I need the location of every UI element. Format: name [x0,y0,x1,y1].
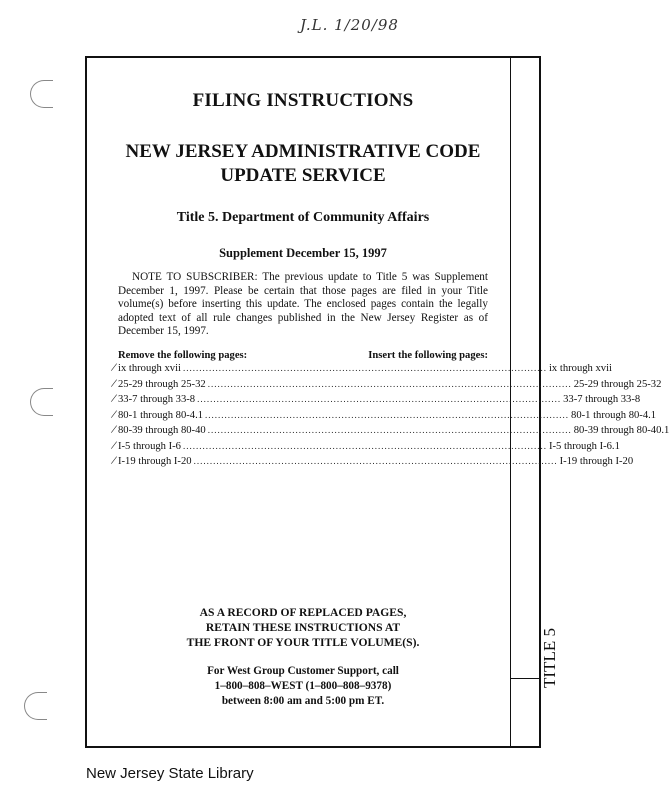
binder-hole-top [30,80,53,108]
leader-dots: ................................................................................................................ [205,409,570,420]
leader-dots: ................................................................................................................ [207,425,572,436]
insert-pages: 33-7 through 33-8 [563,394,641,406]
checkmark-icon: / [110,359,117,375]
insert-pages: I-5 through I-6.1 [548,440,620,452]
title-tab-label: TITLE 5 [540,628,559,688]
pages-table-header [118,350,488,361]
code-heading-line2: UPDATE SERVICE [220,165,386,186]
remove-pages: 80-39 through 80-40 [118,425,206,437]
insert-pages: 80-1 through 80-4.1 [571,409,657,421]
handwritten-annotation: J.L. 1/20/98 [300,16,399,34]
supplement-date: Supplement December 15, 1997 [219,246,387,260]
record-notice-line3: THE FRONT OF YOUR TITLE VOLUME(S). [186,636,420,649]
table-row [110,359,612,377]
tab-box [511,678,539,747]
support-line1: For West Group Customer Support, call [207,665,399,677]
table-row [110,406,657,424]
table-row [110,375,662,393]
checkmark-icon: / [110,437,117,452]
remove-column-header: Remove the following pages: [118,350,248,362]
support-phone: 1–800–808–WEST (1–800–808–9378) [214,680,392,692]
leader-dots: ................................................................................................................ [207,378,572,389]
insert-pages: 80-39 through 80-40.1 [573,425,669,437]
checkmark-icon: / [110,375,117,390]
page-title: FILING INSTRUCTIONS [192,90,414,111]
remove-pages: 25-29 through 25-32 [118,378,206,390]
binder-hole-bottom [24,692,47,720]
checkmark-icon: / [110,390,117,406]
record-notice-line2: RETAIN THESE INSTRUCTIONS AT [205,621,401,634]
table-row [110,421,669,439]
remove-pages: 80-1 through 80-4.1 [118,409,204,421]
remove-pages: I-19 through I-20 [118,456,192,468]
record-notice-line1: AS A RECORD OF REPLACED PAGES, [199,606,407,619]
leader-dots: ................................................................................................................ [182,440,547,451]
remove-pages: I-5 through I-6 [118,440,181,452]
leader-dots: ................................................................................................................ [197,394,562,405]
table-row [110,452,634,470]
support-hours: between 8:00 am and 5:00 pm ET. [221,695,385,707]
checkmark-icon: / [110,421,117,437]
insert-pages: 25-29 through 25-32 [573,378,662,390]
checkmark-icon: / [110,406,117,421]
checkmark-icon: / [110,452,117,468]
table-row [110,390,641,408]
library-stamp: New Jersey State Library [86,765,254,782]
instructions-content [110,90,669,470]
bottom-notices [118,605,488,709]
leader-dots: ................................................................................................................ [182,363,547,374]
leader-dots: ................................................................................................................ [193,456,558,467]
record-notice [118,605,488,650]
remove-pages: ix through xvii [118,363,181,375]
customer-support [118,664,488,709]
insert-column-header: Insert the following pages: [368,350,488,362]
pages-table [110,359,669,470]
title-heading: Title 5. Department of Community Affairs [176,210,430,225]
binder-hole-middle [30,388,53,416]
insert-pages: ix through xvii [548,363,612,375]
insert-pages: I-19 through I-20 [559,456,634,468]
code-heading-line1: NEW JERSEY ADMINISTRATIVE CODE [125,141,481,162]
subscriber-note: NOTE TO SUBSCRIBER: The previous update to Title 5 was Supplement December 1, 1997. Please be certain that those pages are filed in your Title volume(s) before inserting this update. The enclosed pages contain the legally adopted text of all rule changes published in the New Jersey Register as of December 15, 1997. [118,271,488,338]
table-row [110,437,620,455]
remove-pages: 33-7 through 33-8 [118,394,196,406]
